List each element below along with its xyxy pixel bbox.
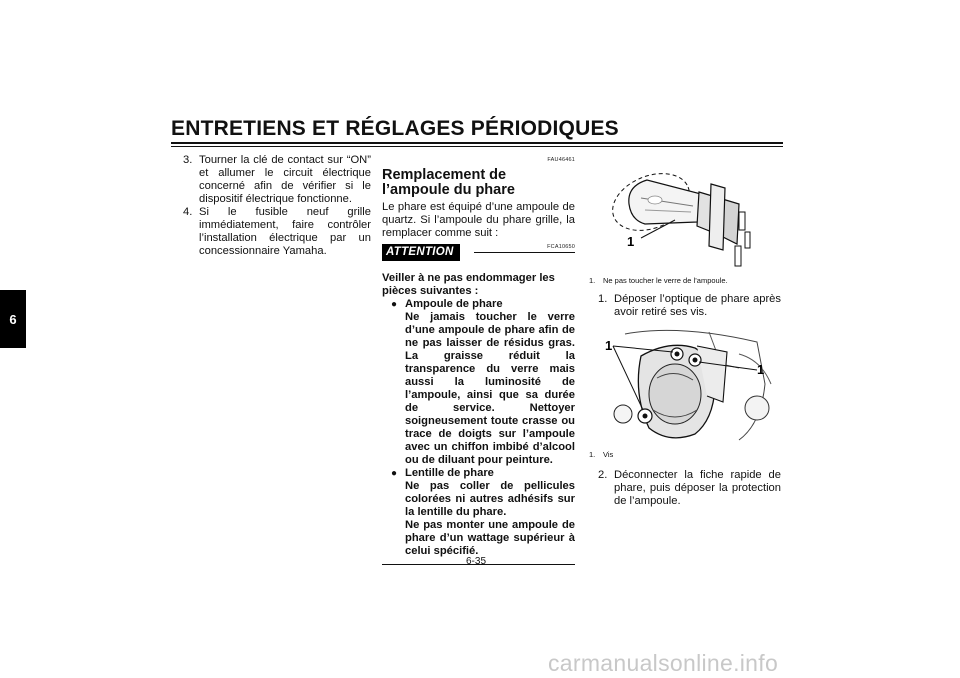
left-column	[183, 154, 371, 258]
bullet-icon: ●	[391, 468, 398, 479]
step-text: Déconnecter la fiche rapide de phare, puis déposer la protection de l’ampoule.	[614, 469, 781, 507]
step-text: Tourner la clé de contact sur “ON” et allumer le circuit électrique concerné afin de vérifier si le dispositif électrique fonctionne.	[199, 154, 371, 205]
section-intro: Le phare est équipé d’une ampoule de quartz. Si l’ampoule du phare grille, la remplacer comme suit :	[382, 201, 575, 239]
step-number: 1.	[598, 293, 608, 305]
figure-screws	[589, 324, 781, 448]
bullet-title: Lentille de phare	[405, 467, 494, 479]
figure-caption	[589, 450, 781, 460]
page-number: 6-35	[466, 556, 487, 567]
right-column	[589, 154, 781, 508]
step-text: Si le fusible neuf grille immédiatement, faire contrôler l’installation électrique par un concessionnaire Yamaha.	[199, 206, 371, 257]
figure-caption	[589, 276, 781, 286]
section-code: FAU46461	[547, 157, 575, 163]
figure-callout-right: 1	[757, 362, 765, 377]
step-list	[589, 293, 781, 319]
attention-intro: Veiller à ne pas endommager les pièces suivantes :	[382, 272, 555, 297]
step-list	[183, 154, 371, 258]
chapter-tab: 6	[0, 290, 26, 348]
list-item	[183, 154, 371, 206]
list-item	[589, 469, 781, 508]
bullet-body-2: Ne pas monter une ampoule de phare d’un wattage supérieur à celui spécifié.	[405, 519, 575, 557]
caption-text: Ne pas toucher le verre de l’ampoule.	[603, 276, 728, 285]
caption-number: 1.	[589, 450, 596, 459]
bullet-body: Ne pas coller de pellicules colorées ni autres adhésifs sur la lentille du phare.	[405, 480, 575, 518]
middle-column	[382, 154, 575, 565]
attention-code: FCA10650	[547, 244, 575, 250]
headlight-bulb-illustration	[589, 154, 781, 274]
list-item	[382, 467, 575, 558]
bullet-title: Ampoule de phare	[405, 298, 503, 310]
page-title: ENTRETIENS ET RÉGLAGES PÉRIODIQUES	[171, 117, 619, 140]
list-item	[589, 293, 781, 319]
bullet-body: Ne jamais toucher le verre d’une ampoule de phare afin de ne pas laisser de résidus gras. La graisse réduit la transparence du verre mais aussi la luminosité de l’ampoule, ainsi que sa durée de service. Nettoyer soigneusement toute crasse ou trace de doigts sur l’ampoule avec un chiffon imbibé d’alcool ou de diluant pour peinture.	[405, 311, 575, 466]
header-rule	[171, 142, 783, 144]
figure-callout-left: 1	[605, 338, 613, 353]
figure-bulb	[589, 154, 781, 274]
step-number: 2.	[598, 469, 608, 481]
watermark: carmanualsonline.info	[548, 650, 779, 676]
attention-badge: ATTENTION	[382, 244, 460, 261]
step-text: Déposer l’optique de phare après avoir retiré ses vis.	[614, 293, 781, 318]
caption-text: Vis	[603, 450, 614, 459]
figure-callout: 1	[627, 234, 635, 249]
step-number: 3.	[183, 154, 193, 166]
step-number: 4.	[183, 206, 193, 218]
bullet-icon: ●	[391, 299, 398, 310]
headlight-screws-illustration	[589, 324, 781, 448]
header-rule-thin	[171, 146, 783, 147]
section-heading: Remplacement de l’ampoule du phare	[382, 167, 515, 198]
step-list	[589, 469, 781, 508]
list-item	[382, 298, 575, 467]
caption-number: 1.	[589, 276, 596, 285]
list-item	[183, 206, 371, 258]
